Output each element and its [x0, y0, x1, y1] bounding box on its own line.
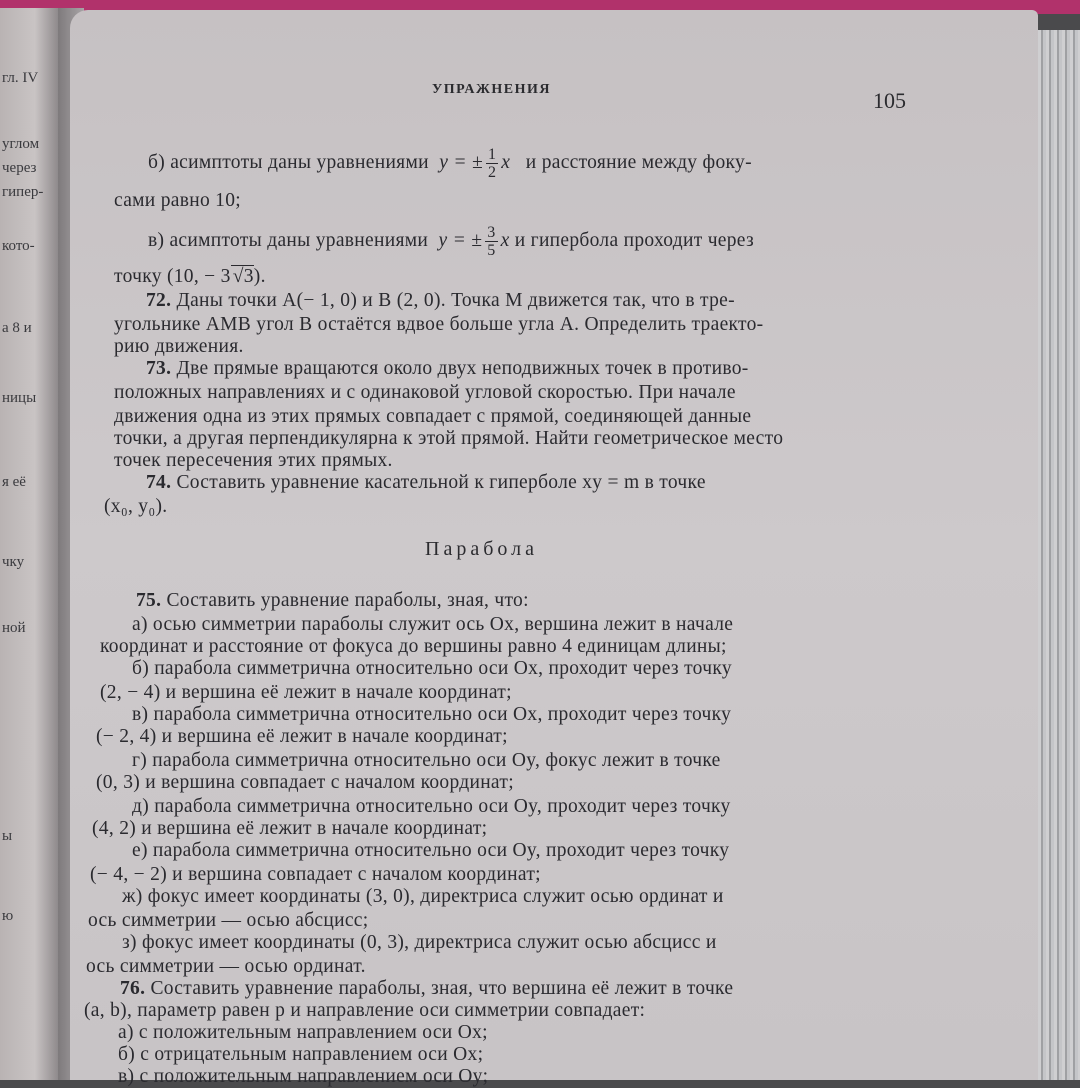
text-line: рию движения.: [114, 336, 244, 357]
text-line: координат и расстояние от фокуса до вершины равно 4 единицам длины;: [100, 636, 727, 657]
left-page-fragment: ной: [2, 620, 26, 636]
text-line: (2, − 4) и вершина её лежит в начале координат;: [100, 682, 512, 703]
text-line: (− 4, − 2) и вершина совпадает с началом координат;: [90, 864, 541, 885]
exercise-75: 75. Составить уравнение параболы, зная, что:: [136, 590, 529, 611]
left-page-fragment: гипер-: [2, 184, 44, 200]
left-page-fragment: ы: [2, 828, 13, 844]
text-line: б) с отрицательным направлением оси Ox;: [118, 1044, 484, 1065]
left-page-fragment: я её: [2, 474, 26, 490]
left-page-fragment: кото-: [2, 238, 35, 254]
text-line: в) асимптоты даны уравнениями y = ± $\frac{3}{5}$ x и гипербола проходит через: [148, 224, 755, 259]
text-line: (a, b), параметр равен p и направление оси симметрии совпадает:: [84, 1000, 646, 1021]
left-page-fragment: через: [2, 160, 37, 176]
text-line: сами равно 10;: [114, 190, 241, 211]
text-line: (x₀, y₀).: [104, 496, 168, 517]
exercise-76: 76. Составить уравнение параболы, зная, что вершина её лежит в точке: [120, 978, 734, 999]
text-line: а) с положительным направлением оси Ox;: [118, 1022, 488, 1043]
fraction: $\frac{3}{5}$: [487, 224, 496, 259]
text-line: е) парабола симметрична относительно оси Oy, проходит через точку: [132, 840, 730, 861]
text-line: в) парабола симметрична относительно оси Ox, проходит через точку: [132, 704, 732, 725]
section-title: Парабола: [425, 538, 538, 560]
left-page-fragment: ю: [2, 908, 14, 924]
text-line: б) парабола симметрична относительно оси Ox, проходит через точку: [132, 658, 732, 679]
exercise-74: 74. Составить уравнение касательной к гиперболе xy = m в точке: [146, 472, 706, 493]
text-line: движения одна из этих прямых совпадает с прямой, соединяющей данные: [114, 406, 752, 427]
text-line: б) асимптоты даны уравнениями y = ± $\frac{1}{2}$ x и расстояние между фоку-: [148, 146, 752, 181]
text-line: з) фокус имеет координаты (0, 3), директриса служит осью абсцисс и: [122, 932, 717, 953]
text-line: г) парабола симметрична относительно оси Oy, фокус лежит в точке: [132, 750, 721, 771]
text-line: ось симметрии — осью ординат.: [86, 956, 366, 977]
exercise-72: 72. Даны точки A(− 1, 0) и B (2, 0). Точка M движется так, что в тре-: [146, 290, 735, 311]
text-line: д) парабола симметрична относительно оси Oy, проходит через точку: [132, 796, 731, 817]
text-line: а) осью симметрии параболы служит ось Ox, вершина лежит в начале: [132, 614, 734, 635]
text-line: (4, 2) и вершина её лежит в начале координат;: [92, 818, 488, 839]
text-line: положных направлениях и с одинаковой угловой скоростью. При начале: [114, 382, 736, 403]
text-line: точки, а другая перпендикулярна к этой прямой. Найти геометрическое место: [114, 428, 784, 449]
text-line: в) с положительным направлением оси Oy;: [118, 1066, 489, 1087]
text-line: (0, 3) и вершина совпадает с началом координат;: [96, 772, 514, 793]
fraction: $\frac{1}{2}$: [487, 146, 497, 181]
page-number: 105: [873, 88, 906, 113]
text-line: ж) фокус имеет координаты (3, 0), директриса служит осью ординат и: [122, 886, 724, 907]
text-line: (− 2, 4) и вершина её лежит в начале координат;: [96, 726, 508, 747]
left-page-edge: [0, 8, 58, 1080]
left-page-fragment: гл. IV: [2, 70, 39, 86]
left-page-fragment: ницы: [2, 390, 37, 406]
running-title: УПРАЖНЕНИЯ: [432, 82, 551, 97]
text-line: ось симметрии — осью абсцисс;: [88, 910, 369, 931]
text-line: точку (10, − 3 √3).: [114, 266, 266, 287]
left-page-fragment: чку: [2, 554, 25, 570]
exercise-73: 73. Две прямые вращаются около двух неподвижных точек в противо-: [146, 358, 749, 379]
left-page-fragment: углом: [2, 136, 40, 152]
book-page: [70, 10, 1038, 1087]
text-line: угольнике AMB угол B остаётся вдвое больше угла A. Определить траекто-: [114, 314, 764, 335]
left-page-fragment: а 8 и: [2, 320, 32, 336]
text-line: точек пересечения этих прямых.: [114, 450, 393, 471]
